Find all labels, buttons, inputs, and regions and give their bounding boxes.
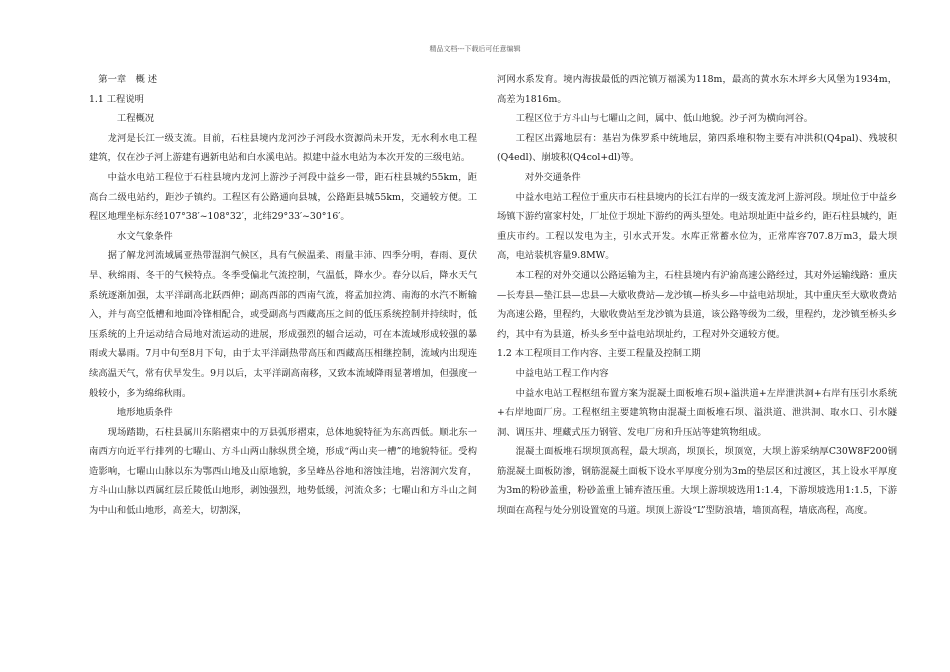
left-paragraph: 地形地质条件 [116, 407, 173, 419]
right-column [497, 70, 897, 521]
left-paragraph: 第一章 概 述 [98, 74, 158, 85]
right-paragraph: 中益水电站工程位于重庆市石柱县境内的长江右岸的一级支流龙河上游河段。坝址位于中益乡场镇下游约富家村处，厂址位于坝址下游约的两头望处。电站坝址距中益乡约，距石柱县城约，距重庆市约。工程以发电为主，引水式开发。水库正常蓄水位为，正常库容707.8万m3，最大坝高，电站装机容量9.8MW。 [497, 191, 897, 262]
left-column [89, 70, 477, 521]
right-paragraph: 中益电站工程工作内容 [515, 367, 609, 379]
right-paragraph: 对外交通条件 [524, 171, 581, 183]
left-paragraph: 龙河是长江一级支流。目前，石柱县境内龙河沙子河段水资源尚未开发，无水利水电工程建筑，仅在沙子河上游建有遇新电站和白水溪电站。拟建中益水电站为本次开发的三级电站。 [89, 132, 477, 164]
left-paragraph: 工程概况 [116, 113, 155, 125]
right-paragraph: 工程区出露地层有：基岩为侏罗系中统地层，第四系堆积物主要有冲洪积(Q4pal)、残坡积(Q4edl)、崩坡积(Q4col+dl)等。 [497, 132, 897, 164]
right-paragraph: 中益水电站工程枢纽布置方案为混凝土面板堆石坝+溢洪道+左岸泄洪洞+右岸有压引水系统+右岸地面厂房。工程枢纽主要建筑物由混凝土面板堆石坝、溢洪道、泄洪洞、取水口、引水隧洞、调压井、埋藏式压力钢管、发电厂房和升压站等建筑物组成。 [497, 387, 897, 438]
left-paragraph: 中益水电站工程位于石柱县境内龙河上游沙子河段中益乡一带，距石柱县城约55km，距高台二级电站约，距沙子镇约。工程区有公路通向县城，公路距县城55km，交通较方便。工程区地理坐标东经107°38′~108°32′，北纬29°33′~30°16′。 [89, 171, 477, 223]
page-header: 精品文档---下载后可任意编辑 [429, 45, 521, 53]
right-paragraph: 本工程的对外交通以公路运输为主，石柱县境内有沪渝高速公路经过，其对外运输线路：重庆—长寿县—垫江县—忠县—大歇收费站—龙沙镇—桥头乡—中益电站坝址，其中重庆至大歇收费站为高速公路，里程约，大歇收费站至龙沙镇为县道，该公路等级为二级，里程约，龙沙镇至桥头乡约，其中有为县道，桥头乡至中益电站坝址约，工程对外交通较方便。 [497, 269, 897, 340]
left-paragraph: 现场踏勘，石柱县属川东陷褶束中的万县弧形褶束，总体地貌特征为东高西低。顺北东一南西方向近平行排列的七曜山、方斗山两山脉纵贯全境，形成“两山夹一槽”的地貌特征。受构造影响，七曜山山脉以东为鄂西山地及山原地貌，多呈峰丛谷地和溶蚀洼地，岩溶洞穴发育，方斗山山脉以西属红层丘陵低山地形，剥蚀强烈，地势低缓，河流众多；七曜山和方斗山之间为中山和低山地形，高差大，切割深， [89, 426, 477, 517]
left-paragraph: 1.1 工程说明 [89, 93, 144, 105]
right-paragraph: 河网水系发育。境内海拔最低的西沱镇万福溪为118m，最高的黄水东木坪乡大风堡为1934m，高差为1816m。 [497, 74, 897, 105]
right-paragraph: 混凝土面板堆石坝坝顶高程，最大坝高，坝顶长，坝顶宽，大坝上游采纳厚C30W8F200钢筋混凝土面板防渗，钢筋混凝土面板下设水平厚度分别为3m的垫层区和过渡区，其上设水平厚度为3m的粉砂盖重，粉砂盖重上铺弃渣压重。大坝上游坝坡选用1:1.4，下游坝坡选用1:1.5，下游坝面在高程与处分别设置宽的马道。坝顶上游设“L”型防浪墙，墙顶高程，墙底高程，高度。 [497, 446, 897, 517]
right-paragraph: 工程区位于方斗山与七曜山之间，属中、低山地貌。沙子河为横向河谷。 [515, 113, 814, 125]
right-paragraph: 1.2 本工程项目工作内容、主要工程量及控制工期 [497, 348, 701, 360]
left-paragraph: 水文气象条件 [116, 230, 173, 242]
left-paragraph: 据了解龙河流域属亚热带湿润气候区，具有气候温柔、雨量丰沛、四季分明，春雨、夏伏旱、秋绵雨、冬干的气候特点。冬季受偏北气流控制，气温低，降水少。春分以后，降水天气系统逐渐加强，太平洋副高北跃西伸；副高西部的西南气流，将孟加拉湾、南海的水汽不断输入，并与高空低槽和地面冷锋相配合，或受副高与西藏高压之间的低压系统控制并持续时，低压系统的上升运动结合局地对流运动的进展，形成强烈的辐合运动，可在本流域形成较强的暴雨或大暴雨。7月中旬至8月下旬，由于太平洋副热带高压和西藏高压相继控制，流域内出现连续高温天气，常有伏旱发生。9月以后，太平洋副高南移，又致本流域降雨显著增加，但强度一般较小，多为绵绵秋雨。 [89, 250, 477, 399]
